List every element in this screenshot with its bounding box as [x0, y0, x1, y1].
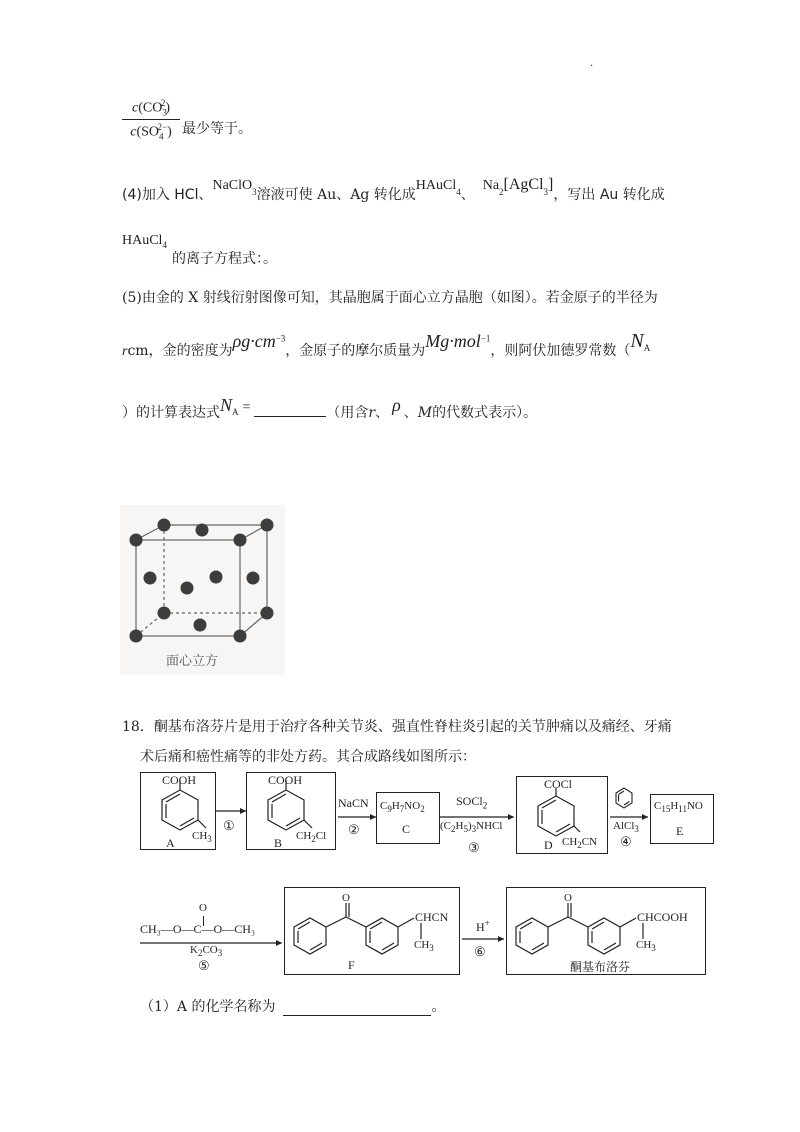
F-carbonyl-O: O — [342, 892, 350, 904]
F-label: F — [348, 958, 355, 972]
q5-line3: ）的计算表达式$N_A$ = （用含r、 ρ 、M的代数式表示）。 — [122, 395, 538, 421]
ketoprofen-group: CHCOOH — [637, 910, 688, 924]
atom-face — [181, 582, 194, 595]
atom-face — [210, 571, 223, 584]
atom-corner — [234, 534, 247, 547]
ketoprofen-carbonyl-O: O — [564, 892, 572, 904]
step3-reagent-bottom: $(C_2H_5)_3NHCl$ — [440, 820, 503, 835]
F-group: CHCN — [415, 910, 449, 924]
B-label: B — [274, 836, 283, 850]
D-substituent: $CH_2CN$ — [562, 836, 598, 851]
answer-blank-A-name[interactable] — [283, 1001, 431, 1016]
atom-corner — [158, 519, 171, 532]
atom-corner — [130, 630, 143, 643]
q18-line1: 18．酮基布洛芬片是用于治疗各种关节炎、强直性脊柱炎引起的关节肿痛以及痛经、牙痛 — [122, 719, 672, 735]
E-label: E — [676, 824, 684, 838]
q18-1-line: （1）A 的化学名称为 。 — [140, 999, 446, 1015]
atom-face — [194, 619, 207, 632]
A-label: A — [166, 836, 175, 850]
step3-number: ③ — [468, 840, 480, 855]
arrow-step6 — [462, 934, 506, 944]
step5-reagent-O: O — [199, 902, 207, 914]
atom-corner — [234, 630, 247, 643]
atom-corner — [158, 607, 171, 620]
A-group: COOH — [162, 773, 197, 787]
q5-line2: rcm，金的密度为$\rho g\cdot cm^{-3}$，金原子的摩尔质量为Mg·mol$^{-1}$，则阿伏加德罗常数（$N_A$ — [122, 330, 651, 359]
step4-reagent-bottom: AlCl$_3$ — [613, 820, 639, 835]
B-substituent: $CH_2Cl$ — [296, 830, 327, 845]
q4-line2: HAuCl$_4$ — [122, 233, 167, 250]
cube-caption: 面心立方 — [166, 654, 219, 669]
q18-line2: 术后痛和癌性痛等的非处方药。其合成路线如图所示： — [140, 749, 476, 765]
F-methyl: $CH_3$ — [414, 939, 434, 954]
atom-corner — [130, 534, 143, 547]
arrow-step2 — [338, 812, 378, 822]
arrow-step1 — [216, 806, 248, 816]
benzene-reagent-step4 — [612, 786, 636, 810]
fraction-denominator: $c(SO_4^{2-})$ — [130, 122, 172, 142]
fraction-bar — [122, 119, 180, 120]
step6-reagent: H+ — [476, 918, 490, 934]
atom-corner — [261, 607, 274, 620]
atom-face — [196, 524, 209, 537]
atom-face — [247, 572, 260, 585]
D-group: COCl — [544, 777, 573, 791]
step2-number: ② — [348, 822, 360, 837]
fraction-numerator: $c(CO_3^2)$ — [131, 98, 170, 118]
header-mark: . — [590, 58, 594, 69]
step1-number: ① — [223, 818, 235, 833]
atom-face — [144, 572, 157, 585]
na-expression-blank[interactable] — [254, 402, 326, 417]
q4-line1: (4)加入 HCl、NaClO$_3$溶液可使 Au、Ag 转化成HAuCl$_4$、$Na_2[AgCl_3]$，写出 Au 转化成 — [122, 176, 665, 203]
step5-reagent: CH₃—O—C—O—CH₃ — [140, 922, 256, 936]
atom-corner — [261, 519, 274, 532]
q5-line1: (5)由金的 X 射线衍射图像可知，其晶胞属于面心立方晶胞（如图）。若金原子的半径为 — [122, 290, 658, 306]
C-label: C — [402, 822, 411, 836]
step6-number: ⑥ — [474, 944, 486, 959]
compound-F-structure — [284, 887, 460, 975]
step5-number: ⑤ — [198, 958, 210, 973]
E-formula: $C_{15}H_{11}NO$ — [654, 800, 703, 815]
ketoprofen-label: 酮基布洛芬 — [570, 960, 631, 974]
step5-reagent-bottom: $K_2CO_3$ — [190, 944, 223, 959]
fraction-suffix: 最少等于。 — [182, 121, 252, 137]
step2-reagent: NaCN — [338, 796, 369, 810]
B-group: COOH — [268, 773, 303, 787]
step3-reagent-top: SOCl$_2$ — [456, 794, 488, 811]
q4-line2-text: 的离子方程式：。 — [172, 251, 277, 267]
D-label: D — [544, 838, 553, 852]
concentration-ratio — [122, 98, 180, 142]
ketoprofen-methyl: $CH_3$ — [636, 939, 656, 954]
A-substituent: $CH_3$ — [192, 830, 212, 845]
C-formula: $C_9H_7NO_2$ — [380, 800, 425, 815]
step4-number: ④ — [620, 834, 632, 849]
